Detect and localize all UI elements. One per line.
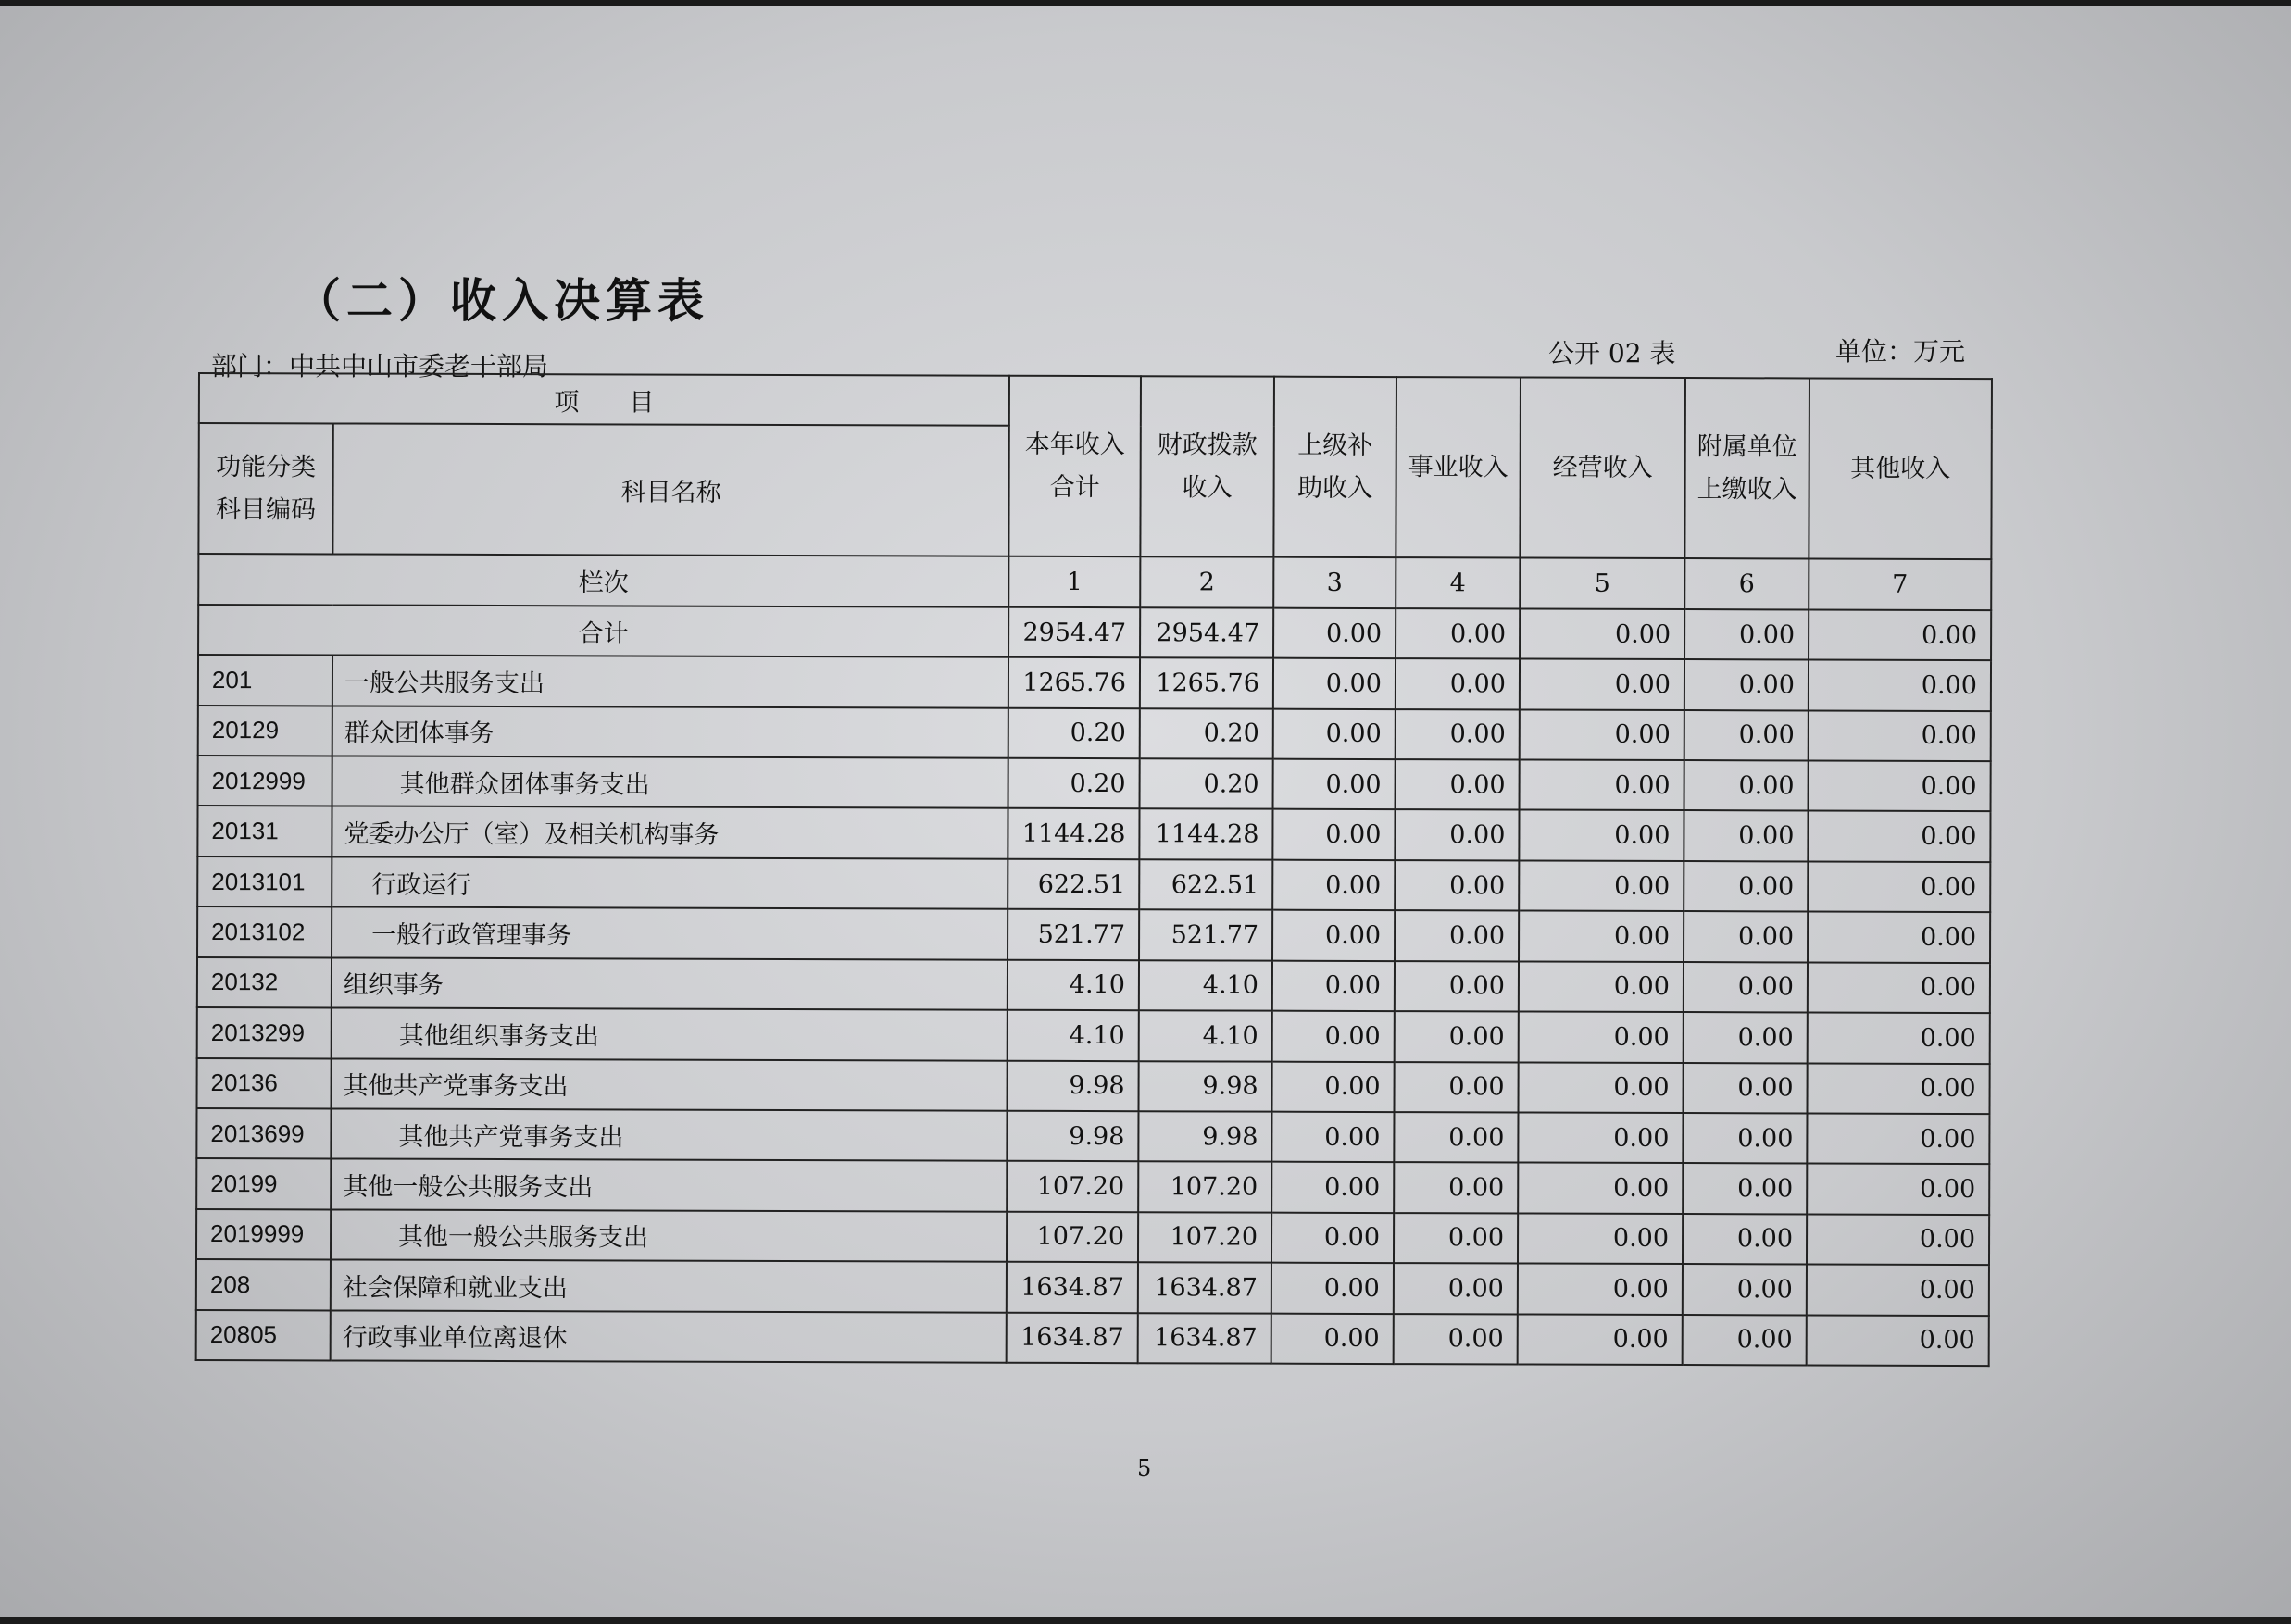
row-name: 一般公共服务支出 <box>332 656 1008 708</box>
page-number: 5 <box>1137 1455 1152 1481</box>
row-value: 0.00 <box>1684 710 1809 761</box>
row-name: 其他一般公共服务支出 <box>331 1159 1007 1212</box>
row-value: 9.98 <box>1007 1060 1138 1111</box>
row-code: 20132 <box>197 957 332 1008</box>
row-code: 2013102 <box>197 906 332 957</box>
row-value: 1265.76 <box>1140 657 1273 708</box>
header-col-2: 财政拨款收入 <box>1140 376 1274 557</box>
row-value: 0.00 <box>1272 809 1395 860</box>
row-value: 0.00 <box>1394 1213 1518 1264</box>
row-value: 1144.28 <box>1139 809 1272 860</box>
row-value: 0.00 <box>1394 1062 1518 1113</box>
column-number: 5 <box>1520 558 1684 609</box>
row-value: 0.00 <box>1519 810 1684 861</box>
row-value: 0.00 <box>1684 1012 1808 1063</box>
row-value: 0.00 <box>1272 910 1395 961</box>
row-value: 9.98 <box>1138 1111 1271 1162</box>
row-value: 0.00 <box>1807 1164 1989 1215</box>
row-value: 0.00 <box>1807 1063 1989 1114</box>
row-name: 其他一般公共服务支出 <box>331 1209 1007 1262</box>
row-value: 0.00 <box>1808 811 1990 862</box>
row-value: 0.00 <box>1683 1113 1807 1164</box>
row-value: 107.20 <box>1138 1162 1271 1213</box>
paper-top-edge <box>0 0 2291 6</box>
row-value: 0.00 <box>1395 860 1519 911</box>
row-name: 群众团体事务 <box>332 706 1008 758</box>
row-value: 0.00 <box>1809 710 1991 761</box>
row-value: 1144.28 <box>1008 808 1139 859</box>
row-value: 0.00 <box>1396 658 1520 709</box>
total-value: 0.00 <box>1684 609 1809 660</box>
row-value: 622.51 <box>1008 859 1139 910</box>
row-value: 0.00 <box>1273 708 1396 759</box>
row-name: 其他共产党事务支出 <box>332 1058 1008 1111</box>
row-value: 4.10 <box>1008 1010 1139 1061</box>
row-value: 0.00 <box>1272 960 1395 1011</box>
row-value: 0.00 <box>1518 1062 1683 1113</box>
row-value: 0.00 <box>1395 810 1519 861</box>
row-value: 0.00 <box>1518 1264 1683 1315</box>
row-code: 20131 <box>197 806 332 856</box>
row-code: 201 <box>198 655 332 706</box>
table-row <box>197 1007 1990 1063</box>
header-col-6: 附属单位上缴收入 <box>1684 378 1809 559</box>
row-value: 0.00 <box>1273 658 1396 709</box>
row-value: 0.00 <box>1807 1113 1989 1164</box>
total-value: 2954.47 <box>1140 607 1273 658</box>
row-value: 0.00 <box>1683 1214 1807 1265</box>
row-name: 行政事业单位离退休 <box>331 1310 1007 1363</box>
column-number: 6 <box>1684 558 1809 609</box>
header-col-4: 事业收入 <box>1396 377 1521 558</box>
table-row <box>197 906 1990 962</box>
header-col-7: 其他收入 <box>1809 378 1992 559</box>
row-value: 0.00 <box>1518 1163 1683 1214</box>
table-row <box>196 1209 1989 1265</box>
row-value: 0.00 <box>1519 860 1684 911</box>
row-value: 0.00 <box>1520 760 1684 811</box>
row-value: 0.00 <box>1394 1162 1518 1213</box>
table-row <box>196 1259 1989 1315</box>
row-code: 208 <box>196 1259 331 1310</box>
row-value: 107.20 <box>1138 1212 1271 1263</box>
row-value: 1265.76 <box>1008 657 1140 708</box>
row-value: 0.00 <box>1273 759 1396 810</box>
row-value: 4.10 <box>1139 960 1272 1011</box>
table-row <box>198 706 1991 761</box>
row-value: 0.00 <box>1271 1263 1394 1314</box>
header-code: 功能分类科目编码 <box>198 423 332 555</box>
row-value: 0.00 <box>1518 1213 1683 1264</box>
row-value: 0.00 <box>1808 861 1990 912</box>
table-row <box>198 655 1991 710</box>
row-value: 0.00 <box>1395 910 1519 961</box>
table-body <box>196 373 1992 1366</box>
table-row <box>197 806 1990 861</box>
row-value: 1634.87 <box>1138 1262 1271 1313</box>
row-value: 0.00 <box>1683 1315 1807 1366</box>
row-name: 党委办公厅（室）及相关机构事务 <box>332 806 1008 859</box>
total-value: 0.00 <box>1520 608 1684 659</box>
row-value: 0.00 <box>1683 1264 1807 1315</box>
column-number: 1 <box>1008 556 1140 607</box>
row-value: 0.00 <box>1272 1011 1395 1062</box>
row-value: 0.00 <box>1684 861 1808 912</box>
row-value: 0.00 <box>1394 1314 1518 1365</box>
column-number: 7 <box>1809 559 1991 610</box>
row-value: 0.00 <box>1396 759 1520 810</box>
row-name: 组织事务 <box>332 957 1008 1010</box>
row-name: 社会保障和就业支出 <box>331 1260 1007 1313</box>
row-value: 0.00 <box>1271 1313 1394 1364</box>
column-number: 4 <box>1396 558 1520 609</box>
total-value: 2954.47 <box>1008 607 1140 658</box>
header-col-1: 本年收入合计 <box>1008 376 1141 557</box>
row-value: 0.00 <box>1394 1263 1518 1314</box>
header-col-3: 上级补助收入 <box>1273 377 1396 558</box>
row-value: 0.00 <box>1809 660 1991 711</box>
row-value: 9.98 <box>1007 1111 1138 1162</box>
column-number: 3 <box>1273 557 1396 608</box>
row-code: 20805 <box>196 1310 331 1361</box>
header-col-5: 经营收入 <box>1520 377 1685 558</box>
row-value: 0.00 <box>1271 1112 1394 1163</box>
paper-bottom-edge <box>0 1617 2291 1624</box>
row-value: 0.00 <box>1684 962 1808 1013</box>
row-value: 1634.87 <box>1007 1262 1138 1313</box>
row-value: 521.77 <box>1139 909 1272 960</box>
row-value: 0.00 <box>1271 1212 1394 1263</box>
row-value: 0.00 <box>1807 1315 1989 1366</box>
unit-label: 单位：万元 <box>1835 336 1966 367</box>
row-value: 0.20 <box>1140 708 1273 759</box>
row-code: 2013299 <box>197 1007 332 1058</box>
row-value: 0.00 <box>1684 659 1809 710</box>
row-value: 1634.87 <box>1138 1313 1271 1364</box>
row-name: 其他群众团体事务支出 <box>332 756 1008 809</box>
row-name: 行政运行 <box>332 856 1008 909</box>
row-value: 0.00 <box>1520 709 1684 760</box>
header-project: 项 目 <box>199 373 1009 426</box>
table-row <box>196 1310 1989 1367</box>
row-code: 2019999 <box>196 1209 331 1260</box>
column-number-row <box>198 554 1991 609</box>
table-row <box>197 856 1990 912</box>
header-name: 科目名称 <box>332 424 1008 556</box>
column-number-label: 栏次 <box>198 554 1008 606</box>
row-code: 20136 <box>197 1058 332 1109</box>
row-value: 0.00 <box>1519 961 1684 1012</box>
row-value: 0.00 <box>1809 761 1991 812</box>
total-value: 0.00 <box>1809 609 1991 660</box>
row-value: 0.00 <box>1808 1013 1990 1064</box>
row-code: 20129 <box>198 706 332 756</box>
row-value: 0.00 <box>1272 860 1395 911</box>
row-value: 0.00 <box>1807 1265 1989 1316</box>
total-row <box>198 605 1991 660</box>
row-value: 0.00 <box>1518 1112 1683 1163</box>
form-number: 公开 02 表 <box>1548 338 1676 369</box>
row-value: 0.20 <box>1140 758 1273 809</box>
row-value: 0.00 <box>1684 911 1808 962</box>
row-value: 0.00 <box>1271 1061 1394 1112</box>
column-number: 2 <box>1140 557 1273 608</box>
row-value: 0.00 <box>1807 1214 1989 1265</box>
department-label: 部门：中共中山市委老干部局 <box>211 351 549 381</box>
row-code: 2013101 <box>197 856 332 907</box>
row-value: 0.00 <box>1683 1163 1807 1214</box>
table-row <box>197 957 1990 1013</box>
page-title: （二）收入决算表 <box>294 273 709 328</box>
total-value: 0.00 <box>1273 608 1396 659</box>
row-value: 0.00 <box>1396 709 1520 760</box>
row-value: 0.00 <box>1395 961 1519 1012</box>
income-final-accounts-table <box>195 372 1993 1367</box>
row-value: 0.00 <box>1519 1012 1684 1063</box>
row-code: 20199 <box>196 1158 331 1209</box>
row-value: 0.00 <box>1808 912 1990 963</box>
row-value: 0.00 <box>1684 760 1809 811</box>
row-value: 0.00 <box>1518 1314 1683 1365</box>
row-value: 0.00 <box>1520 659 1684 710</box>
row-value: 4.10 <box>1008 959 1139 1010</box>
table-row <box>197 1058 1990 1114</box>
row-value: 0.00 <box>1684 811 1808 862</box>
row-value: 0.00 <box>1271 1162 1394 1213</box>
total-value: 0.00 <box>1396 608 1520 659</box>
row-value: 1634.87 <box>1007 1312 1138 1363</box>
table-row <box>196 1158 1989 1214</box>
row-name: 一般行政管理事务 <box>332 907 1008 960</box>
row-value: 521.77 <box>1008 909 1139 960</box>
row-value: 9.98 <box>1138 1061 1271 1112</box>
row-value: 0.00 <box>1683 1063 1807 1114</box>
row-value: 0.00 <box>1808 962 1990 1013</box>
row-name: 其他共产党事务支出 <box>331 1108 1007 1161</box>
row-value: 622.51 <box>1139 859 1272 910</box>
row-name: 其他组织事务支出 <box>332 1008 1008 1061</box>
row-value: 0.20 <box>1008 758 1140 809</box>
total-label: 合计 <box>198 605 1008 657</box>
header-row-project <box>199 373 1992 429</box>
row-value: 0.00 <box>1395 1011 1519 1062</box>
row-value: 0.00 <box>1394 1112 1518 1163</box>
table-row <box>198 756 1991 811</box>
row-value: 107.20 <box>1007 1161 1138 1212</box>
row-value: 4.10 <box>1139 1010 1272 1061</box>
row-code: 2013699 <box>196 1108 331 1159</box>
table-row <box>196 1108 1989 1164</box>
row-value: 107.20 <box>1007 1211 1138 1262</box>
row-code: 2012999 <box>198 756 332 806</box>
row-value: 0.20 <box>1008 707 1140 758</box>
row-value: 0.00 <box>1519 911 1684 962</box>
